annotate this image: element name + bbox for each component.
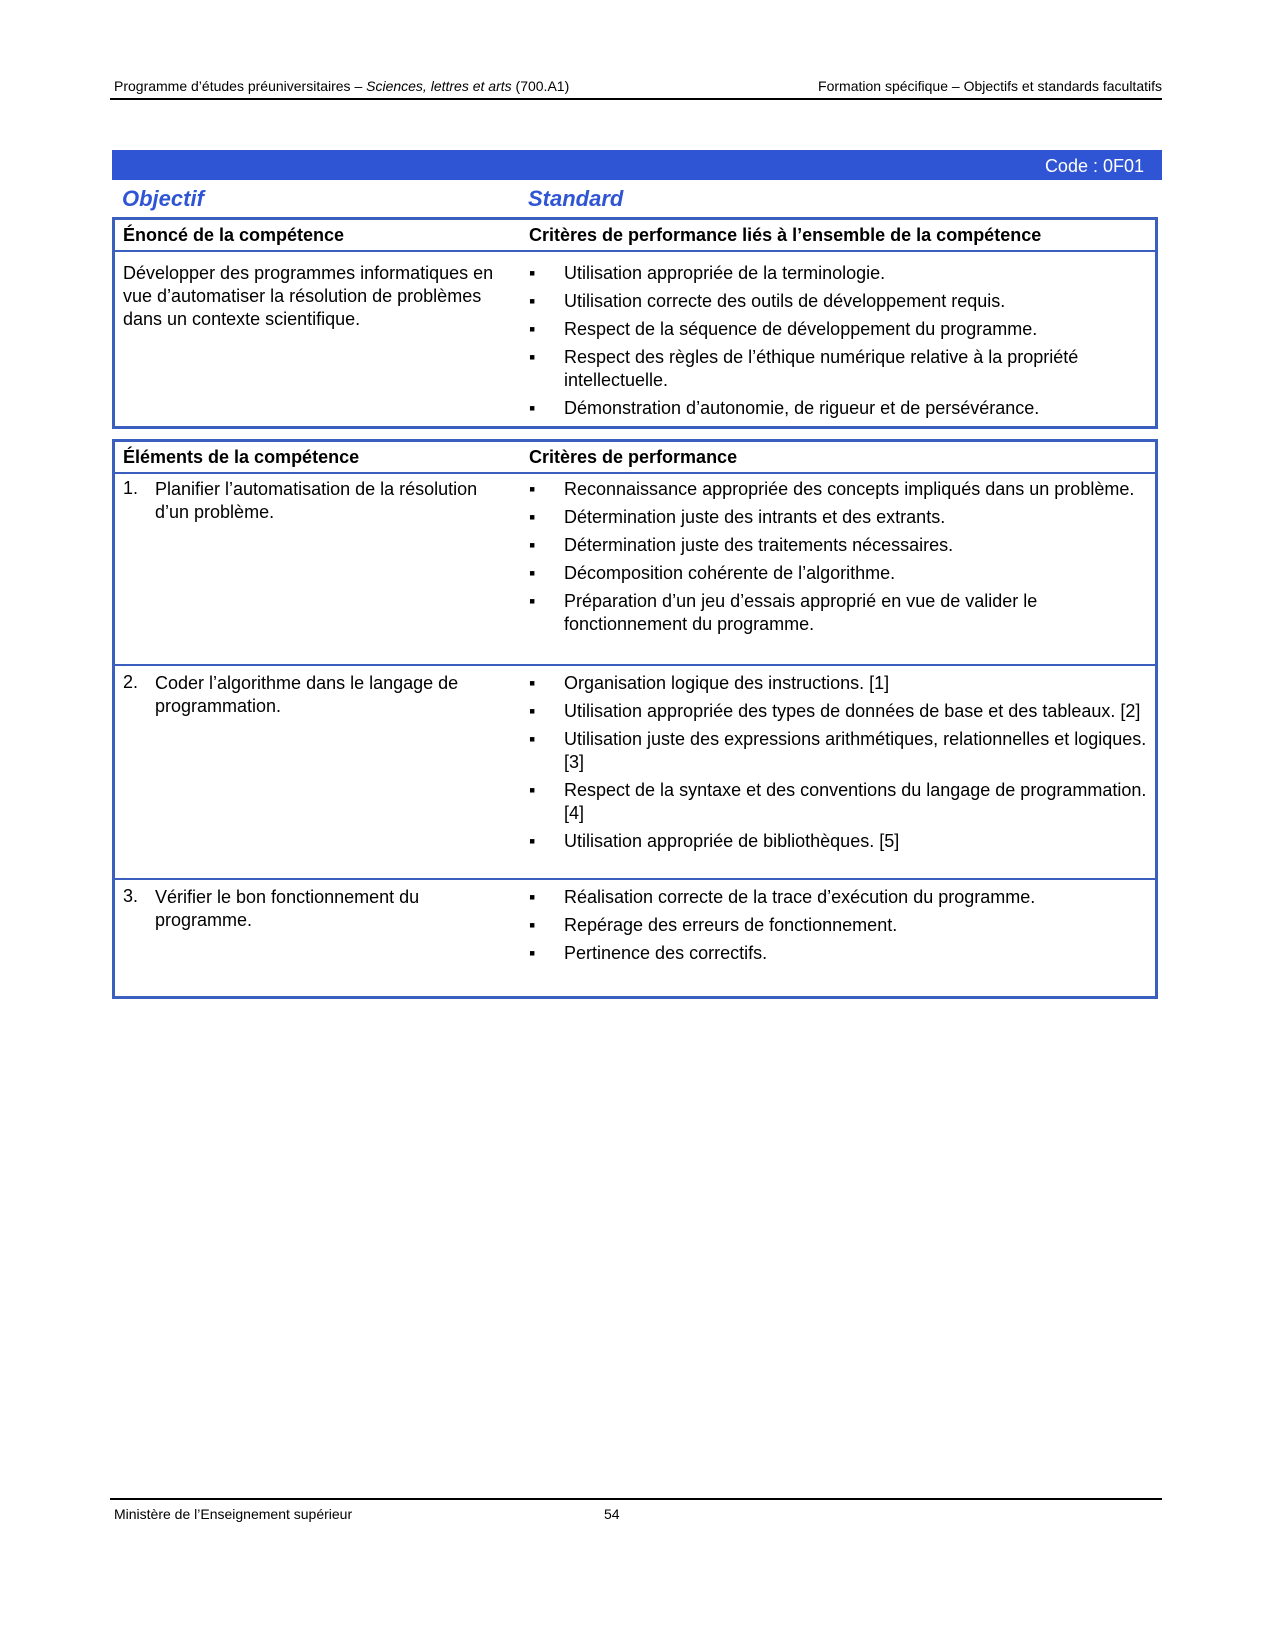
standard-heading: Standard [528,186,624,211]
element-criteria [529,478,1154,641]
competence-code: Code : 0F01 [1044,156,1144,176]
element-section-1 [115,472,1155,662]
objectif-heading: Objectif [122,186,204,211]
header-prefix: Programme d’études préuniversitaires – [114,78,367,94]
element-text: Coder l’algorithme dans le langage de programmation. [155,673,459,716]
enonce-heading: Énoncé de la compétence [123,225,345,245]
criterion-item: ▪ Préparation d’un jeu d’essais approprié en vue de valider le fonctionnement du programme. [529,590,1154,636]
page-footer [110,1498,1162,1524]
criterion-item: ▪ Utilisation appropriée de bibliothèques. [5] [529,830,1154,853]
header-program-name: Sciences, lettres et arts [366,78,512,94]
criterion-item: ▪ Respect des règles de l’éthique numérique relative à la propriété intellectuelle. [529,346,1154,392]
page-number: 54 [604,1506,620,1522]
footer-ministry: Ministère de l’Enseignement supérieur [114,1506,353,1522]
element-criteria [529,672,1154,858]
criterion-item: ▪ Reconnaissance appropriée des concepts impliqués dans un problème. [529,478,1154,501]
header-section: Formation spécifique – Objectifs et standards facultatifs [818,78,1162,94]
global-criteria [529,262,1154,425]
element-text: Vérifier le bon fonctionnement du programme. [155,887,420,930]
criterion-item: ▪ Démonstration d’autonomie, de rigueur et de persévérance. [529,397,1154,420]
header-program [114,78,569,94]
elements-box [112,439,1158,999]
criterion-item: ▪ Respect de la syntaxe et des conventions du langage de programmation. [4] [529,779,1154,825]
element-criteria [529,886,1154,970]
element-number: 3. [123,886,139,906]
element-text: Planifier l’automatisation de la résolution d’un problème. [155,479,478,522]
criterion-item: ▪ Décomposition cohérente de l’algorithme. [529,562,1154,585]
elements-box-header [115,442,1155,474]
criterion-item: ▪ Respect de la séquence de développement du programme. [529,318,1154,341]
criterion-item: ▪ Détermination juste des intrants et des extrants. [529,506,1154,529]
criterion-item: ▪ Utilisation appropriée de la terminologie. [529,262,1154,285]
page-header [110,78,1162,100]
criterion-item: ▪ Réalisation correcte de la trace d’exécution du programme. [529,886,1154,909]
performance-criteria-heading: Critères de performance [529,447,738,467]
element-section-3 [115,878,1155,970]
global-criteria-heading: Critères de performance liés à l’ensemble de la compétence [529,225,1042,245]
competence-box [112,217,1158,429]
enonce-text: Développer des programmes informatiques en vue d’automatiser la résolution de problèmes dans un contexte scientifique. [123,263,494,329]
criterion-item: ▪ Utilisation correcte des outils de développement requis. [529,290,1154,313]
document-page [110,78,1162,963]
elements-heading: Éléments de la compétence [123,447,360,467]
header-program-code: (700.A1) [511,78,570,94]
element-number: 1. [123,478,139,498]
competence-box-header [115,220,1155,252]
objective-standard-row [112,186,1162,214]
criterion-item: ▪ Organisation logique des instructions. [1] [529,672,1154,695]
criterion-item: ▪ Repérage des erreurs de fonctionnement. [529,914,1154,937]
criterion-item: ▪ Utilisation juste des expressions arithmétiques, relationnelles et logiques. [3] [529,728,1154,774]
criterion-item: ▪ Utilisation appropriée des types de données de base et des tableaux. [2] [529,700,1154,723]
criterion-item: ▪ Détermination juste des traitements nécessaires. [529,534,1154,557]
element-number: 2. [123,672,139,692]
criterion-item: ▪ Pertinence des correctifs. [529,942,1154,965]
element-section-2 [115,664,1155,878]
code-bar [112,150,1162,180]
